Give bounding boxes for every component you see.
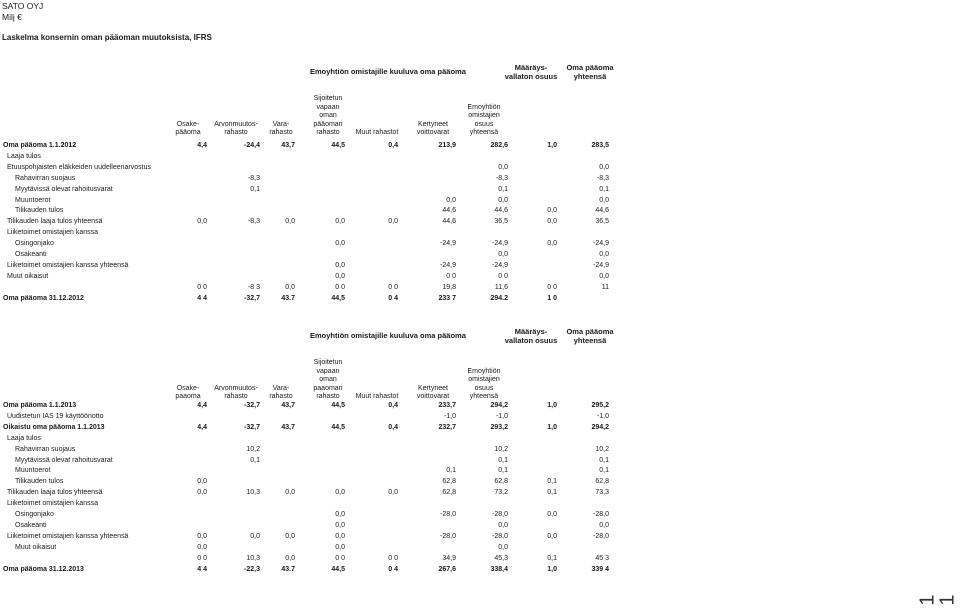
- column-header: Emoyhtiön omistajien osuus yhteensä: [467, 103, 501, 137]
- row-label: Tilikauden tulos: [15, 207, 64, 215]
- value-cell: 0,1: [498, 185, 508, 193]
- table-row: [0, 411, 960, 422]
- value-cell: 0,0: [285, 218, 295, 226]
- report-title: Laskelma konsernin oman pääoman muutoksista, IFRS: [2, 33, 212, 42]
- row-label: Myytävissä olevat rahoitusvarat: [15, 185, 113, 193]
- value-cell: 45,3: [494, 554, 508, 562]
- value-cell: 0,0: [335, 532, 345, 540]
- value-cell: 0,0: [335, 511, 345, 518]
- table-row: [0, 140, 960, 151]
- value-cell: 0 0: [388, 283, 398, 291]
- value-cell: 44,5: [331, 423, 345, 431]
- value-cell: 1,0: [547, 423, 557, 431]
- row-label: Liiketoimet omistajien kanssa: [7, 229, 99, 237]
- value-cell: 0,0: [335, 543, 345, 551]
- value-cell: 0,0: [498, 521, 508, 529]
- value-cell: 0,1: [250, 456, 260, 464]
- value-cell: -32,7: [244, 294, 260, 302]
- column-header: Sijoitetun vapaan oman pääoman rahasto: [313, 95, 343, 137]
- value-cell: 10,3: [246, 554, 260, 562]
- value-cell: 45 3: [595, 554, 609, 562]
- row-label: Liiketoimet omistajien kanssa yhteensä: [7, 532, 129, 540]
- value-cell: 10,2: [595, 445, 609, 453]
- column-header: Muut rahastot: [355, 129, 399, 137]
- value-cell: 0,0: [599, 196, 609, 204]
- table-row: [0, 476, 960, 487]
- value-cell: 0,1: [599, 185, 609, 193]
- column-header: Kertyneet voittovarat: [416, 120, 450, 137]
- row-label: Muut oikaisut: [15, 543, 57, 551]
- table-row: [0, 531, 960, 542]
- value-cell: 34,9: [442, 554, 456, 562]
- value-cell: -8,3: [247, 218, 260, 226]
- column-header: Kertyneet voittovarat: [416, 384, 450, 401]
- band-parent-equity: Emoyhtiön omistajille kuuluva oma pääoma: [310, 331, 466, 340]
- table-row: [0, 498, 960, 509]
- row-label: Liiketoimet omistajien kanssa: [7, 500, 99, 508]
- value-cell: -24,9: [492, 240, 508, 248]
- row-label: Rahavirran suojaus: [15, 174, 76, 182]
- value-cell: 294.2: [490, 294, 508, 302]
- value-cell: 0,0: [335, 261, 345, 269]
- value-cell: 0,0: [547, 240, 557, 248]
- value-cell: 233,7: [438, 402, 456, 409]
- row-label: Osakeanti: [15, 521, 47, 529]
- value-cell: 0 0: [197, 554, 207, 562]
- value-cell: 0,0: [547, 207, 557, 215]
- table-row: [0, 422, 960, 433]
- value-cell: 0,1: [250, 185, 260, 193]
- row-label: Rahavirran suojaus: [15, 445, 76, 453]
- table-row: [0, 465, 960, 476]
- value-cell: 4 4: [197, 294, 207, 302]
- value-cell: 0,0: [498, 543, 508, 551]
- value-cell: 62,8: [494, 478, 508, 486]
- value-cell: 0,1: [498, 467, 508, 475]
- table-row: [0, 173, 960, 184]
- page-number: [916, 580, 959, 610]
- row-label: Osingonjako: [15, 511, 54, 518]
- value-cell: 0 4: [388, 294, 398, 302]
- value-cell: 73,3: [595, 489, 609, 497]
- value-cell: 0,1: [498, 456, 508, 464]
- value-cell: 0,0: [388, 218, 398, 226]
- value-cell: 0,0: [335, 272, 345, 280]
- row-label: Muut oikaisut: [7, 272, 49, 280]
- value-cell: -8,3: [495, 174, 508, 182]
- value-cell: 267,6: [438, 565, 456, 573]
- value-cell: 36,5: [595, 218, 609, 226]
- value-cell: 0,0: [599, 272, 609, 280]
- table-row: [0, 184, 960, 195]
- value-cell: 0 0: [335, 283, 345, 291]
- band-minority: Määräys- vallaton osuus: [504, 327, 558, 345]
- table-row: [0, 433, 960, 444]
- value-cell: 44,6: [595, 207, 609, 215]
- value-cell: 1 0: [547, 294, 557, 302]
- table-row: [0, 151, 960, 162]
- value-cell: 338,4: [490, 565, 508, 573]
- table-row: [0, 195, 960, 206]
- table-row: [0, 293, 960, 304]
- table-row: [0, 271, 960, 282]
- table-row: [0, 227, 960, 238]
- table-row: [0, 216, 960, 227]
- row-label: Oma pääoma 1.1.2012: [3, 142, 77, 149]
- value-cell: 283,5: [591, 142, 609, 149]
- table-row: [0, 487, 960, 498]
- value-cell: 0,1: [599, 467, 609, 475]
- value-cell: -1,0: [495, 412, 508, 420]
- row-label: Etuuspohjaisten eläkkeiden uudelleenarvostus: [7, 163, 151, 171]
- company-name: SATO OYJ: [2, 1, 44, 11]
- table-row: [0, 400, 960, 411]
- value-cell: 0 0: [446, 272, 456, 280]
- value-cell: 43,7: [281, 423, 295, 431]
- value-cell: 4,4: [197, 402, 207, 409]
- row-label: Liiketoimet omistajien kanssa yhteensä: [7, 261, 129, 269]
- value-cell: 282,6: [490, 142, 508, 149]
- row-label: Myytävissä olevat rahoitusvarat: [15, 456, 113, 464]
- value-cell: 0,0: [498, 196, 508, 204]
- value-cell: 295,2: [591, 402, 609, 409]
- table-row: [0, 282, 960, 293]
- value-cell: 44,5: [331, 565, 345, 573]
- value-cell: 44,5: [331, 294, 345, 302]
- value-cell: 233 7: [438, 294, 456, 302]
- table-row: [0, 444, 960, 455]
- value-cell: 0,0: [599, 163, 609, 171]
- value-cell: -1,0: [596, 412, 609, 420]
- value-cell: 4,4: [197, 142, 207, 149]
- table-row: [0, 509, 960, 520]
- value-cell: 0 0: [335, 554, 345, 562]
- value-cell: 0,0: [599, 251, 609, 258]
- value-cell: 19,8: [442, 283, 456, 291]
- value-cell: 0,0: [197, 218, 207, 226]
- value-cell: 0,1: [547, 478, 557, 486]
- value-cell: 232,7: [438, 423, 456, 431]
- row-label: Oma pääoma 31.12.2013: [3, 565, 84, 573]
- value-cell: 43.7: [281, 565, 295, 573]
- value-cell: 44,5: [331, 402, 345, 409]
- value-cell: 4 4: [197, 565, 207, 573]
- value-cell: -24,9: [440, 240, 456, 248]
- value-cell: 0,0: [250, 532, 260, 540]
- value-cell: -8 3: [247, 283, 260, 291]
- value-cell: 339 4: [591, 565, 609, 573]
- value-cell: 0,0: [498, 163, 508, 171]
- value-cell: 0,0: [498, 251, 508, 258]
- value-cell: 0,0: [547, 511, 557, 518]
- value-cell: -28,0: [593, 511, 609, 518]
- value-cell: -24,4: [244, 142, 260, 149]
- value-cell: 294,2: [591, 423, 609, 431]
- value-cell: -24,9: [440, 261, 456, 269]
- table-row: [0, 162, 960, 173]
- value-cell: -28,0: [492, 532, 508, 540]
- value-cell: 0,1: [599, 456, 609, 464]
- band-total: Oma pääoma yhteensä: [566, 63, 614, 81]
- table-row: [0, 260, 960, 271]
- band-parent-equity: Emoyhtiön omistajille kuuluva oma pääoma: [310, 67, 466, 76]
- column-header: Muut rahastot: [355, 393, 399, 401]
- value-cell: 0,0: [197, 532, 207, 540]
- value-cell: 0,0: [335, 218, 345, 226]
- row-label: Laaja tulos: [7, 434, 41, 442]
- value-cell: 0,0: [285, 532, 295, 540]
- value-cell: 43,7: [281, 142, 295, 149]
- table-row: [0, 238, 960, 249]
- band-total: Oma pääoma yhteensä: [566, 327, 614, 345]
- column-header: Osake- paaoma: [175, 384, 201, 401]
- value-cell: 1,0: [547, 402, 557, 409]
- value-cell: 0,0: [197, 489, 207, 497]
- value-cell: -28,0: [440, 532, 456, 540]
- value-cell: -32,7: [244, 423, 260, 431]
- table-row: [0, 455, 960, 466]
- band-minority: Määräys- vallaton osuus: [504, 63, 558, 81]
- value-cell: -28,0: [593, 532, 609, 540]
- row-label: Tilikauden laaja tulos yhteensä: [7, 218, 103, 226]
- row-label: Muuntoerot: [15, 467, 51, 475]
- value-cell: -28,0: [440, 511, 456, 518]
- row-label: Uudistetun IAS 19 käyttöönotto: [7, 412, 104, 420]
- value-cell: 10,2: [246, 445, 260, 453]
- value-cell: 62,8: [442, 489, 456, 497]
- value-cell: 0,0: [547, 218, 557, 226]
- row-label: Laaja tulos: [7, 152, 41, 160]
- value-cell: 1,0: [547, 142, 557, 149]
- value-cell: 11,6: [494, 283, 508, 291]
- value-cell: -24,9: [492, 261, 508, 269]
- value-cell: -8,3: [596, 174, 609, 182]
- value-cell: -24,9: [593, 240, 609, 248]
- value-cell: 294,2: [490, 402, 508, 409]
- unit-label: Milj €: [2, 12, 22, 22]
- row-label: Oma pääoma 31.12.2012: [3, 294, 84, 302]
- value-cell: 0,1: [547, 489, 557, 497]
- table-row: [0, 205, 960, 216]
- table-row: [0, 553, 960, 564]
- value-cell: 43.7: [281, 294, 295, 302]
- column-header: Osake- pääoma: [175, 120, 201, 137]
- value-cell: 0 0: [388, 554, 398, 562]
- value-cell: 0,0: [446, 196, 456, 204]
- value-cell: 62,8: [595, 478, 609, 486]
- value-cell: 0,1: [547, 554, 557, 562]
- value-cell: 0,0: [285, 489, 295, 497]
- column-header: Arvonmuutos- rahasto: [214, 120, 258, 137]
- value-cell: 73,2: [494, 489, 508, 497]
- value-cell: 36,5: [494, 218, 508, 226]
- column-header: Vara- rahasto: [269, 120, 293, 137]
- value-cell: 0,0: [599, 521, 609, 529]
- row-label: Osakeanti: [15, 251, 47, 258]
- value-cell: 0,4: [388, 142, 398, 149]
- table-row: [0, 249, 960, 260]
- column-header: Sijoitetun vapaan oman paaoman rahasto: [313, 359, 343, 401]
- value-cell: 0,0: [197, 478, 207, 486]
- column-header: Emoyhtiön omistajien osuus yhteensä: [467, 367, 501, 401]
- value-cell: -22,3: [244, 565, 260, 573]
- table-row: [0, 520, 960, 531]
- row-label: Muuntoerot: [15, 196, 51, 204]
- value-cell: 44,6: [442, 218, 456, 226]
- value-cell: -28,0: [492, 511, 508, 518]
- value-cell: 0,1: [446, 467, 456, 475]
- value-cell: 0 0: [498, 272, 508, 280]
- value-cell: 293,2: [490, 423, 508, 431]
- value-cell: -8,3: [247, 174, 260, 182]
- value-cell: 0 4: [388, 565, 398, 573]
- value-cell: 0,0: [197, 543, 207, 551]
- table-row: [0, 564, 960, 575]
- value-cell: 0,0: [335, 521, 345, 529]
- page-number-text: 1 1: [916, 594, 959, 606]
- row-label: Oma pääoma 1.1.2013: [3, 402, 77, 409]
- value-cell: 43,7: [281, 402, 295, 409]
- column-header: Vara- rahasto: [269, 384, 293, 401]
- value-cell: 0,4: [388, 423, 398, 431]
- value-cell: 44,6: [442, 207, 456, 215]
- row-label: Osingonjako: [15, 240, 54, 248]
- value-cell: 4,4: [197, 423, 207, 431]
- value-cell: 0,0: [285, 283, 295, 291]
- value-cell: 10,3: [246, 489, 260, 497]
- value-cell: 0,0: [547, 532, 557, 540]
- value-cell: 213,9: [438, 142, 456, 149]
- value-cell: 1,0: [547, 565, 557, 573]
- value-cell: 11: [601, 283, 609, 291]
- value-cell: 44,5: [331, 142, 345, 149]
- value-cell: 0,0: [335, 489, 345, 497]
- row-label: Oikaistu oma pääoma 1.1.2013: [3, 423, 105, 431]
- value-cell: 0 0: [547, 283, 557, 291]
- value-cell: -32,7: [244, 402, 260, 409]
- value-cell: 0 0: [197, 283, 207, 291]
- value-cell: 0,0: [388, 489, 398, 497]
- column-header: Arvonmuutos- rahasto: [214, 384, 258, 401]
- value-cell: 62,8: [442, 478, 456, 486]
- value-cell: 0,0: [335, 240, 345, 248]
- row-label: Tilikauden laaja tulos yhteensä: [7, 489, 103, 497]
- table-row: [0, 542, 960, 553]
- value-cell: 0,4: [388, 402, 398, 409]
- value-cell: 44,6: [494, 207, 508, 215]
- value-cell: 10,2: [494, 445, 508, 453]
- value-cell: 0,0: [285, 554, 295, 562]
- row-label: Tilikauden tulos: [15, 478, 64, 486]
- value-cell: -24,9: [593, 261, 609, 269]
- value-cell: -1,0: [443, 412, 456, 420]
